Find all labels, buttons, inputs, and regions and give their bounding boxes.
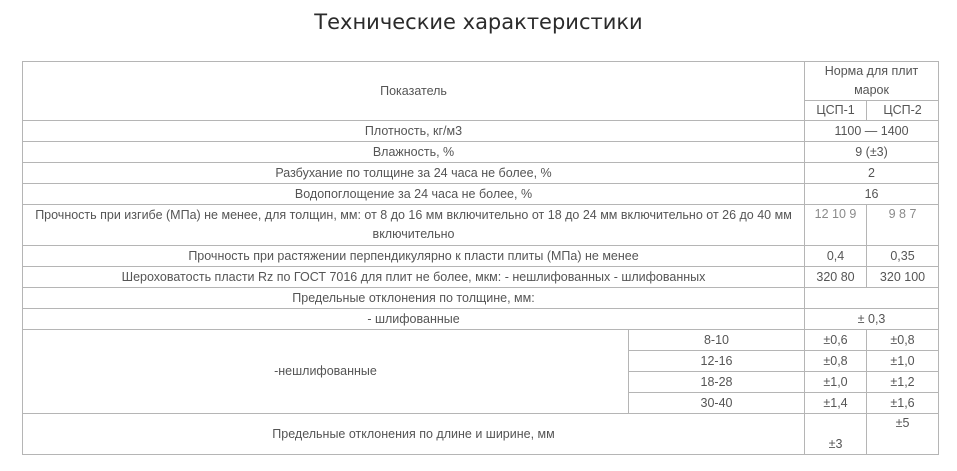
bending-label: Прочность при изгибе (МПа) не менее, для толщин, мм: от 8 до 16 мм включительно от 18 до 24 мм включительно от 26 до 40 мм включительно (23, 205, 805, 246)
page-title: Технические характеристики (314, 10, 643, 34)
table-row (23, 121, 939, 142)
unpolished-csp1: ±0,8 (805, 351, 867, 372)
table-row (23, 309, 939, 330)
unpolished-csp2: ±0,8 (867, 330, 939, 351)
density-value: 1100 — 1400 (805, 121, 939, 142)
bending-csp1: 12 10 9 (805, 205, 867, 246)
unpolished-csp2: ±1,2 (867, 372, 939, 393)
roughness-label: Шероховатость пласти Rz по ГОСТ 7016 для плит не более, мкм: - нешлифованных - шлифованных (23, 267, 805, 288)
length-dev-csp1: ±3 (805, 414, 867, 455)
table-row (23, 414, 939, 455)
thickness-dev-value (805, 288, 939, 309)
header-csp1: ЦСП-1 (805, 101, 867, 121)
unpolished-label: -нешлифованные (23, 330, 629, 414)
roughness-csp1: 320 80 (805, 267, 867, 288)
length-dev-label: Предельные отклонения по длине и ширине, мм (23, 414, 805, 455)
tension-label: Прочность при растяжении перпендикулярно к пласти плиты (МПа) не менее (23, 246, 805, 267)
table-row (23, 205, 939, 246)
unpolished-csp1: ±1,0 (805, 372, 867, 393)
polished-value: ± 0,3 (805, 309, 939, 330)
header-csp2: ЦСП-2 (867, 101, 939, 121)
unpolished-range: 18-28 (629, 372, 805, 393)
tension-csp2: 0,35 (867, 246, 939, 267)
swelling-value: 2 (805, 163, 939, 184)
roughness-csp2: 320 100 (867, 267, 939, 288)
table-row (23, 163, 939, 184)
unpolished-csp1: ±0,6 (805, 330, 867, 351)
absorption-value: 16 (805, 184, 939, 205)
table-row (23, 288, 939, 309)
header-param: Показатель (23, 62, 805, 121)
swelling-label: Разбухание по толщине за 24 часа не более, % (23, 163, 805, 184)
unpolished-range: 12-16 (629, 351, 805, 372)
polished-label: - шлифованные (23, 309, 805, 330)
table-row (23, 267, 939, 288)
absorption-label: Водопоглощение за 24 часа не более, % (23, 184, 805, 205)
tension-csp1: 0,4 (805, 246, 867, 267)
header-norm: Норма для плит марок (805, 62, 939, 101)
unpolished-csp2: ±1,6 (867, 393, 939, 414)
table-row (23, 184, 939, 205)
unpolished-csp1: ±1,4 (805, 393, 867, 414)
table-row (23, 142, 939, 163)
bending-csp2: 9 8 7 (867, 205, 939, 246)
unpolished-range: 30-40 (629, 393, 805, 414)
table-row (23, 330, 939, 351)
table-row (23, 246, 939, 267)
moisture-value: 9 (±3) (805, 142, 939, 163)
thickness-dev-label: Предельные отклонения по толщине, мм: (23, 288, 805, 309)
header-row (23, 62, 939, 101)
length-dev-csp2: ±5 (867, 414, 939, 455)
density-label: Плотность, кг/м3 (23, 121, 805, 142)
specs-table (22, 61, 939, 455)
unpolished-csp2: ±1,0 (867, 351, 939, 372)
moisture-label: Влажность, % (23, 142, 805, 163)
unpolished-range: 8-10 (629, 330, 805, 351)
